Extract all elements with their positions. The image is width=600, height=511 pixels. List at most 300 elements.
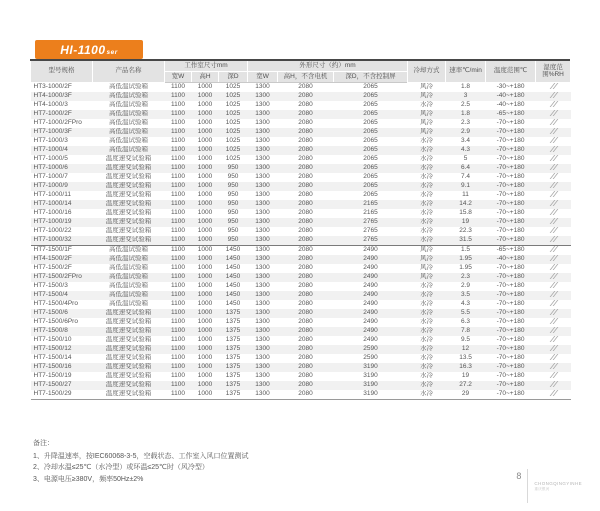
table-cell: HT7-1500/3: [33, 282, 68, 290]
humidity-na-cell: [536, 291, 571, 300]
table-cell: HT7-1500/2F: [33, 264, 72, 272]
table-cell: 2080: [298, 336, 313, 344]
table-cell: 29: [461, 390, 470, 398]
table-cell: -70~+180: [496, 137, 525, 145]
table-cell: HT7-1000/2F: [33, 110, 72, 118]
table-cell: -70~+180: [496, 282, 525, 290]
na-slash-icon: [549, 264, 558, 270]
table-cell: -70~+180: [496, 236, 525, 244]
table-cell: 2080: [298, 164, 313, 172]
spec-table-header: [31, 61, 571, 83]
brand-logo: [534, 469, 582, 492]
table-cell: 1375: [225, 363, 241, 371]
table-cell: 1100: [171, 218, 185, 226]
table-cell: 7.4: [461, 173, 471, 181]
note-item: 2、冷却水温≤25℃（水冷型）或环温≤25℃时（风冷型）: [33, 464, 209, 472]
table-cell: -70~+180: [496, 209, 525, 217]
table-cell: 高低温试验箱: [109, 273, 148, 281]
table-cell: HT7-1500/19: [33, 372, 72, 380]
table-cell: 1100: [171, 345, 185, 353]
table-cell: 1300: [255, 119, 270, 127]
table-cell: 15.8: [459, 209, 472, 217]
table-cell: -70~+180: [496, 345, 525, 353]
na-slash-icon: [549, 318, 558, 324]
table-cell: 水冷: [420, 327, 434, 335]
table-cell: 1100: [171, 273, 185, 281]
table-cell: 2080: [298, 390, 313, 398]
table-cell: HT7-1000/9: [33, 182, 68, 190]
table-cell: 1100: [171, 83, 185, 91]
table-cell: 1000: [197, 110, 213, 118]
na-slash-icon: [549, 282, 558, 288]
table-cell: 高低温试验箱: [109, 255, 148, 263]
table-cell: 1375: [225, 381, 241, 389]
notes: [33, 438, 248, 485]
table-cell: 1300: [255, 291, 270, 299]
table-cell: 2080: [298, 110, 313, 118]
table-cell: 2080: [298, 372, 313, 380]
na-slash-icon: [549, 137, 558, 143]
table-cell: 2.3: [461, 119, 471, 127]
table-cell: 1000: [197, 255, 213, 263]
table-row: [31, 327, 571, 336]
na-slash-icon: [549, 372, 558, 378]
table-cell: 1375: [225, 318, 241, 326]
na-slash-icon: [549, 381, 558, 387]
table-cell: HT7-1000/19: [33, 218, 72, 226]
table-cell: -70~+180: [496, 164, 525, 172]
table-cell: 温度速变试验箱: [105, 336, 152, 344]
table-cell: 1375: [225, 309, 241, 317]
table-cell: 2080: [298, 363, 313, 371]
table-cell: 2065: [363, 164, 378, 172]
table-cell: 温度速变试验箱: [105, 164, 152, 172]
table-cell: 2080: [298, 354, 313, 362]
table-row: [31, 164, 571, 173]
na-slash-icon: [549, 309, 558, 315]
col-header-rate: 速率℃/min: [446, 61, 486, 83]
table-cell: 31.5: [459, 236, 472, 244]
table-cell: 1100: [171, 146, 185, 154]
table-cell: 12: [461, 345, 470, 353]
table-cell: 水冷: [420, 101, 434, 109]
humidity-na-cell: [536, 209, 571, 218]
na-slash-icon: [549, 83, 558, 89]
table-cell: 1100: [171, 381, 185, 389]
humidity-na-cell: [536, 92, 571, 101]
table-cell: 1100: [171, 309, 185, 317]
table-cell: HT7-1500/12: [33, 345, 72, 353]
table-cell: 温度速变试验箱: [105, 327, 152, 335]
table-cell: 1100: [171, 390, 185, 398]
table-cell: 1000: [197, 119, 213, 127]
table-cell: 16.3: [459, 363, 472, 371]
na-slash-icon: [549, 182, 558, 188]
table-cell: -70~+180: [496, 309, 525, 317]
table-cell: 1000: [197, 191, 213, 199]
table-cell: 1100: [171, 209, 185, 217]
na-slash-icon: [549, 345, 558, 351]
table-cell: 2065: [363, 128, 378, 136]
table-row: [31, 345, 571, 354]
table-cell: 高低温试验箱: [109, 300, 148, 308]
table-cell: 2765: [363, 236, 378, 244]
table-cell: -70~+180: [496, 218, 525, 226]
table-cell: 水冷: [420, 209, 434, 217]
table-cell: 1000: [197, 101, 213, 109]
table-cell: 水冷: [420, 345, 434, 353]
na-slash-icon: [549, 209, 558, 215]
table-cell: HT7-1500/8: [33, 327, 68, 335]
table-cell: 1025: [225, 137, 241, 145]
table-cell: HT7-1000/14: [33, 200, 72, 208]
table-cell: -40~+180: [496, 101, 525, 109]
table-cell: 水冷: [420, 372, 434, 380]
humidity-na-cell: [536, 191, 571, 200]
table-cell: 1000: [197, 372, 213, 380]
table-cell: HT7-1000/22: [33, 227, 72, 235]
table-cell: 1000: [197, 345, 213, 353]
table-cell: 1000: [197, 83, 213, 91]
table-cell: 2490: [363, 336, 378, 344]
table-cell: -70~+180: [496, 318, 525, 326]
table-cell: 水冷: [420, 390, 434, 398]
table-cell: 1300: [255, 137, 270, 145]
table-cell: 1300: [255, 282, 270, 290]
table-cell: 1100: [171, 327, 185, 335]
humidity-na-cell: [536, 128, 571, 137]
table-cell: 1000: [197, 173, 213, 181]
table-cell: 1300: [255, 255, 270, 263]
table-row: [31, 336, 571, 345]
table-cell: 2080: [298, 209, 313, 217]
humidity-na-cell: [536, 236, 571, 246]
table-cell: 22.3: [459, 227, 472, 235]
table-cell: -70~+180: [496, 155, 525, 163]
table-cell: 高低温试验箱: [93, 246, 165, 256]
table-cell: 1100: [171, 155, 185, 163]
table-cell: 950: [227, 173, 239, 181]
col-header-cooling: 冷却方式: [408, 61, 446, 83]
table-cell: 3: [463, 92, 468, 100]
humidity-na-cell: [536, 390, 571, 400]
table-cell: HT7-1500/27: [33, 381, 72, 389]
table-row: [31, 182, 571, 191]
table-row: [31, 137, 571, 146]
table-cell: 1375: [225, 345, 241, 353]
table-cell: HT7-1500/29: [33, 390, 72, 398]
na-slash-icon: [549, 336, 558, 342]
table-cell: 950: [227, 191, 239, 199]
table-cell: 1000: [197, 363, 213, 371]
table-cell: 1000: [197, 227, 213, 235]
note-item: 3、电源电压≥380V，频率50Hz±2%: [33, 475, 144, 483]
footer-divider: [527, 469, 528, 503]
table-cell: 2080: [298, 155, 313, 163]
table-row: [31, 191, 571, 200]
table-cell: 2080: [298, 191, 313, 199]
table-cell: 2080: [298, 218, 313, 226]
table-cell: -70~+180: [496, 381, 525, 389]
table-cell: 高低温试验箱: [109, 92, 148, 100]
table-cell: 1300: [248, 246, 278, 256]
table-row: [31, 309, 571, 318]
table-cell: 2065: [363, 173, 378, 181]
humidity-na-cell: [536, 354, 571, 363]
table-row: [31, 209, 571, 218]
table-cell: HT7-1000/7: [33, 173, 68, 181]
table-cell: 2080: [298, 318, 313, 326]
table-cell: 2080: [298, 173, 313, 181]
table-cell: 2490: [363, 291, 378, 299]
table-cell: 1300: [255, 345, 270, 353]
table-cell: 温度速变试验箱: [105, 236, 152, 244]
table-cell: HT4-1000/3: [33, 101, 68, 109]
table-cell: 风冷: [420, 128, 434, 136]
table-cell: -70~+180: [496, 363, 525, 371]
table-cell: 1100: [165, 246, 192, 256]
table-cell: HT7-1000/16: [33, 209, 72, 217]
table-cell: 1000: [197, 300, 213, 308]
humidity-na-cell: [536, 318, 571, 327]
table-cell: 2.9: [461, 128, 471, 136]
table-cell: 1000: [197, 128, 213, 136]
table-cell: 1000: [197, 182, 213, 190]
table-row: [31, 300, 571, 309]
table-cell: 温度速变试验箱: [105, 363, 152, 371]
table-cell: 温度速变试验箱: [105, 182, 152, 190]
table-cell: 1.95: [459, 264, 472, 272]
table-cell: 水冷: [420, 318, 434, 326]
table-cell: 1025: [225, 101, 241, 109]
table-row: [31, 255, 571, 264]
na-slash-icon: [549, 110, 558, 116]
table-cell: 1000: [197, 336, 213, 344]
table-cell: 5.5: [461, 309, 471, 317]
table-cell: 1025: [225, 92, 241, 100]
humidity-na-cell: [536, 164, 571, 173]
table-cell: 温度速变试验箱: [105, 227, 152, 235]
table-cell: -70~+180: [496, 264, 525, 272]
table-cell: 2065: [363, 137, 378, 145]
note-item: 1、升降温速率，按IEC60068-3-5，空载状态、工作室入风口位置测试: [33, 452, 249, 460]
table-row: [31, 173, 571, 182]
humidity-na-cell: [536, 146, 571, 155]
table-cell: 温度速变试验箱: [105, 218, 152, 226]
table-cell: 1000: [192, 246, 219, 256]
table-cell: -65~+180: [496, 110, 525, 118]
table-cell: 高低温试验箱: [109, 291, 148, 299]
na-slash-icon: [549, 128, 558, 134]
table-cell: 1300: [255, 209, 270, 217]
table-cell: 2080: [298, 200, 313, 208]
table-row: [31, 119, 571, 128]
table-cell: 1300: [255, 83, 270, 91]
table-cell: 950: [227, 200, 239, 208]
table-cell: 1300: [255, 101, 270, 109]
spec-table: [30, 61, 571, 400]
table-cell: 1450: [225, 264, 241, 272]
table-cell: 1300: [255, 264, 270, 272]
humidity-na-cell: [536, 309, 571, 318]
table-cell: 1.8: [461, 110, 471, 118]
humidity-na-cell: [536, 327, 571, 336]
table-cell: 2165: [363, 209, 378, 217]
table-cell: 1000: [197, 318, 213, 326]
table-cell: 1100: [171, 92, 185, 100]
table-cell: 2080: [298, 273, 313, 281]
table-cell: HT7-1500/14: [33, 354, 72, 362]
table-cell: 2.3: [461, 273, 471, 281]
col-header-ext-dims: 外形尺寸（约）mm: [248, 61, 408, 72]
table-cell: 高低温试验箱: [109, 146, 148, 154]
table-cell: 1300: [255, 363, 270, 371]
na-slash-icon: [549, 146, 558, 152]
table-cell: -70~+180: [496, 300, 525, 308]
table-cell: 950: [227, 227, 239, 235]
table-cell: 2080: [298, 327, 313, 335]
table-cell: 4.3: [461, 300, 471, 308]
col-header-product: 产品名称: [93, 61, 165, 83]
table-cell: 2080: [298, 345, 313, 353]
na-slash-icon: [549, 363, 558, 369]
table-cell: -70~+180: [496, 372, 525, 380]
na-slash-icon: [549, 255, 558, 261]
table-cell: 950: [227, 164, 239, 172]
na-slash-icon: [549, 101, 558, 107]
table-cell: 温度速变试验箱: [105, 200, 152, 208]
table-cell: 1100: [171, 282, 185, 290]
table-cell: 1.8: [461, 83, 471, 91]
na-slash-icon: [549, 300, 558, 306]
table-row: [31, 318, 571, 327]
table-cell: 1300: [255, 182, 270, 190]
table-cell: 5: [463, 155, 468, 163]
table-cell: 2490: [363, 264, 378, 272]
table-cell: 9.5: [461, 336, 471, 344]
table-cell: 水冷: [420, 336, 434, 344]
na-slash-icon: [549, 155, 558, 161]
table-cell: 2080: [298, 182, 313, 190]
humidity-na-cell: [536, 255, 571, 264]
table-cell: HT7-1500/1F: [31, 246, 93, 256]
table-cell: 1300: [255, 318, 270, 326]
table-cell: 1300: [255, 390, 270, 398]
table-cell: 1100: [171, 137, 185, 145]
col-header-width: 宽W: [165, 72, 192, 83]
table-row: [31, 128, 571, 137]
table-row: [31, 101, 571, 110]
table-row: [31, 227, 571, 236]
table-cell: 2080: [298, 137, 313, 145]
table-cell: -70~+180: [496, 119, 525, 127]
table-cell: 3190: [363, 381, 378, 389]
table-cell: 1100: [171, 363, 185, 371]
table-cell: 2080: [298, 227, 313, 235]
col-header-ext-height: 高H，不含电机: [278, 72, 334, 83]
table-cell: 2080: [298, 309, 313, 317]
table-cell: 27.2: [459, 381, 472, 389]
table-cell: 2490: [363, 327, 378, 335]
na-slash-icon: [549, 173, 558, 179]
table-cell: 3.5: [461, 291, 471, 299]
table-cell: -70~+180: [496, 327, 525, 335]
col-header-humidity-range: 湿度范围%RH: [536, 61, 571, 83]
table-cell: 风冷: [420, 119, 434, 127]
table-cell: 1300: [255, 327, 270, 335]
brand-name-en: CHONGQINGYINHE: [534, 481, 582, 486]
table-cell: 1300: [255, 227, 270, 235]
table-cell: 1450: [225, 291, 241, 299]
col-header-depth: 深D: [219, 72, 248, 83]
table-cell: 水冷: [420, 291, 434, 299]
table-cell: HT7-1500/6Pro: [33, 318, 78, 326]
table-cell: HT7-1500/4: [33, 291, 68, 299]
table-cell: 温度速变试验箱: [105, 354, 152, 362]
table-cell: 1100: [171, 227, 185, 235]
table-cell: 1000: [197, 92, 213, 100]
table-cell: 水冷: [420, 300, 434, 308]
table-cell: 风冷: [420, 92, 434, 100]
table-cell: 1000: [197, 236, 213, 244]
col-header-ext-depth: 深D，不含控制屏: [334, 72, 408, 83]
table-cell: 水冷: [420, 155, 434, 163]
table-cell: -40~+180: [496, 92, 525, 100]
table-cell: 1100: [171, 200, 185, 208]
table-cell: 水冷: [420, 146, 434, 154]
table-cell: -70~+180: [496, 291, 525, 299]
table-cell: 1100: [171, 372, 185, 380]
table-cell: 水冷: [420, 354, 434, 362]
table-cell: HT7-1000/6: [33, 164, 68, 172]
table-cell: 风冷: [420, 83, 434, 91]
table-cell: 1000: [197, 218, 213, 226]
table-cell: 2490: [363, 300, 378, 308]
table-cell: 2080: [298, 300, 313, 308]
table-cell: 1375: [225, 372, 241, 380]
table-cell: 2065: [363, 182, 378, 190]
table-cell: 2080: [298, 92, 313, 100]
table-cell: 3190: [363, 372, 378, 380]
table-cell: 2065: [363, 155, 378, 163]
table-cell: 6.4: [461, 164, 471, 172]
spec-table-body: [31, 83, 571, 400]
table-row: [31, 372, 571, 381]
table-cell: 风冷: [420, 255, 434, 263]
table-cell: 1450: [219, 246, 248, 256]
table-cell: 950: [227, 236, 239, 244]
table-cell: 1300: [255, 128, 270, 136]
table-cell: 1300: [255, 173, 270, 181]
table-cell: -65~+180: [486, 246, 536, 256]
table-cell: 2065: [363, 92, 378, 100]
table-cell: 14.2: [459, 200, 472, 208]
table-cell: 1300: [255, 155, 270, 163]
table-cell: 2065: [363, 119, 378, 127]
humidity-na-cell: [536, 110, 571, 119]
humidity-na-cell: [536, 182, 571, 191]
table-cell: 1300: [255, 164, 270, 172]
table-cell: 高低温试验箱: [109, 264, 148, 272]
table-cell: 1025: [225, 155, 241, 163]
table-cell: 水冷: [420, 164, 434, 172]
table-cell: -70~+180: [496, 173, 525, 181]
na-slash-icon: [549, 354, 558, 360]
table-cell: 1300: [255, 218, 270, 226]
table-cell: 1000: [197, 273, 213, 281]
table-cell: 1025: [225, 119, 241, 127]
table-cell: 2490: [363, 309, 378, 317]
